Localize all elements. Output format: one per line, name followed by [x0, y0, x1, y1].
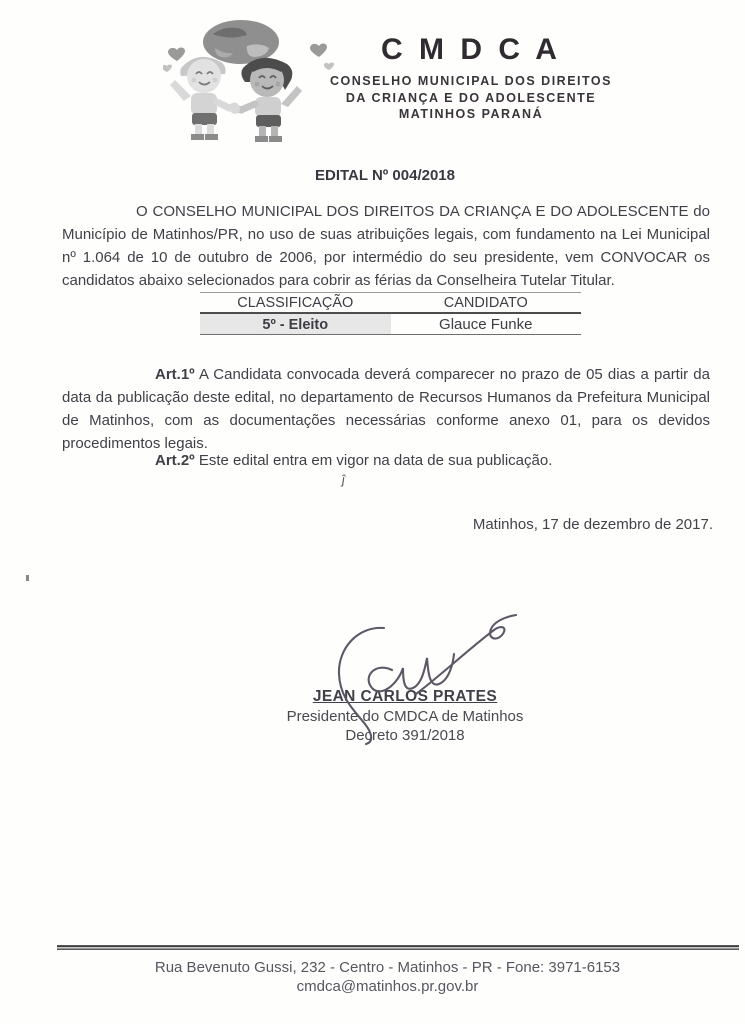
signer-decree: Decreto 391/2018	[345, 727, 465, 744]
org-acronym: C M D C A	[381, 33, 561, 66]
org-line-3: MATINHOS PARANÁ	[398, 107, 544, 121]
children-globe-logo-icon	[163, 14, 347, 146]
ink-smudge: ĵ	[340, 471, 346, 488]
intro-text: O CONSELHO MUNICIPAL DOS DIREITOS DA CRIANÇA E DO ADOLESCENTE do Município de Matinhos/PR, no uso de suas atribuições legais, com fundamento na Lei Municipal nº 1.064 de 10 de outubro de 2006, por intermédio do seu presidente, vem CONVOCAR os candidatos abaixo selecionados para cobrir as férias da Conselheira Tutelar Titular.	[62, 203, 710, 289]
scan-speck	[26, 575, 29, 581]
signer-name: JEAN CARLOS PRATES	[312, 688, 498, 705]
article-2	[62, 449, 710, 472]
cell-candidate: Glauce Funke	[439, 316, 533, 333]
table-header-row	[200, 293, 581, 314]
cmdca-logo	[163, 14, 347, 146]
cell-classification: 5º - Eleito	[200, 313, 391, 335]
article-2-label: Art.2º	[155, 452, 195, 469]
date-line: Matinhos, 17 de dezembro de 2017.	[472, 516, 713, 533]
footer-address: Rua Bevenuto Gussi, 232 - Centro - Matinhos - PR - Fone: 3971-6153	[154, 959, 621, 976]
org-header	[330, 33, 612, 123]
footer-divider	[57, 945, 739, 950]
document-title: EDITAL Nº 004/2018	[315, 167, 455, 184]
col-header-candidato: CANDIDATO	[443, 295, 528, 311]
footer-email: cmdca@matinhos.pr.gov.br	[296, 978, 479, 995]
table-row	[200, 313, 581, 335]
intro-paragraph	[62, 200, 710, 292]
col-header-classificacao: CLASSIFICAÇÃO	[237, 295, 354, 311]
org-line-1: CONSELHO MUNICIPAL DOS DIREITOS	[330, 74, 612, 88]
signer-role: Presidente do CMDCA de Matinhos	[286, 708, 524, 725]
org-line-2: DA CRIANÇA E DO ADOLESCENTE	[345, 90, 597, 105]
article-1-label: Art.1º	[155, 366, 195, 383]
article-1-text: A Candidata convocada deverá comparecer no prazo de 05 dias a partir da data da publicação deste edital, no departamento de Recursos Humanos da Prefeitura Municipal de Matinhos, com as documentações necessárias conforme anexo 01, para os devidos procedimentos legais.	[62, 366, 710, 452]
article-1	[62, 363, 710, 455]
handwritten-signature-icon	[318, 606, 523, 748]
article-2-text: Este edital entra em vigor na data de sua publicação.	[194, 452, 553, 469]
footer	[30, 958, 745, 996]
convocation-table	[200, 292, 581, 335]
